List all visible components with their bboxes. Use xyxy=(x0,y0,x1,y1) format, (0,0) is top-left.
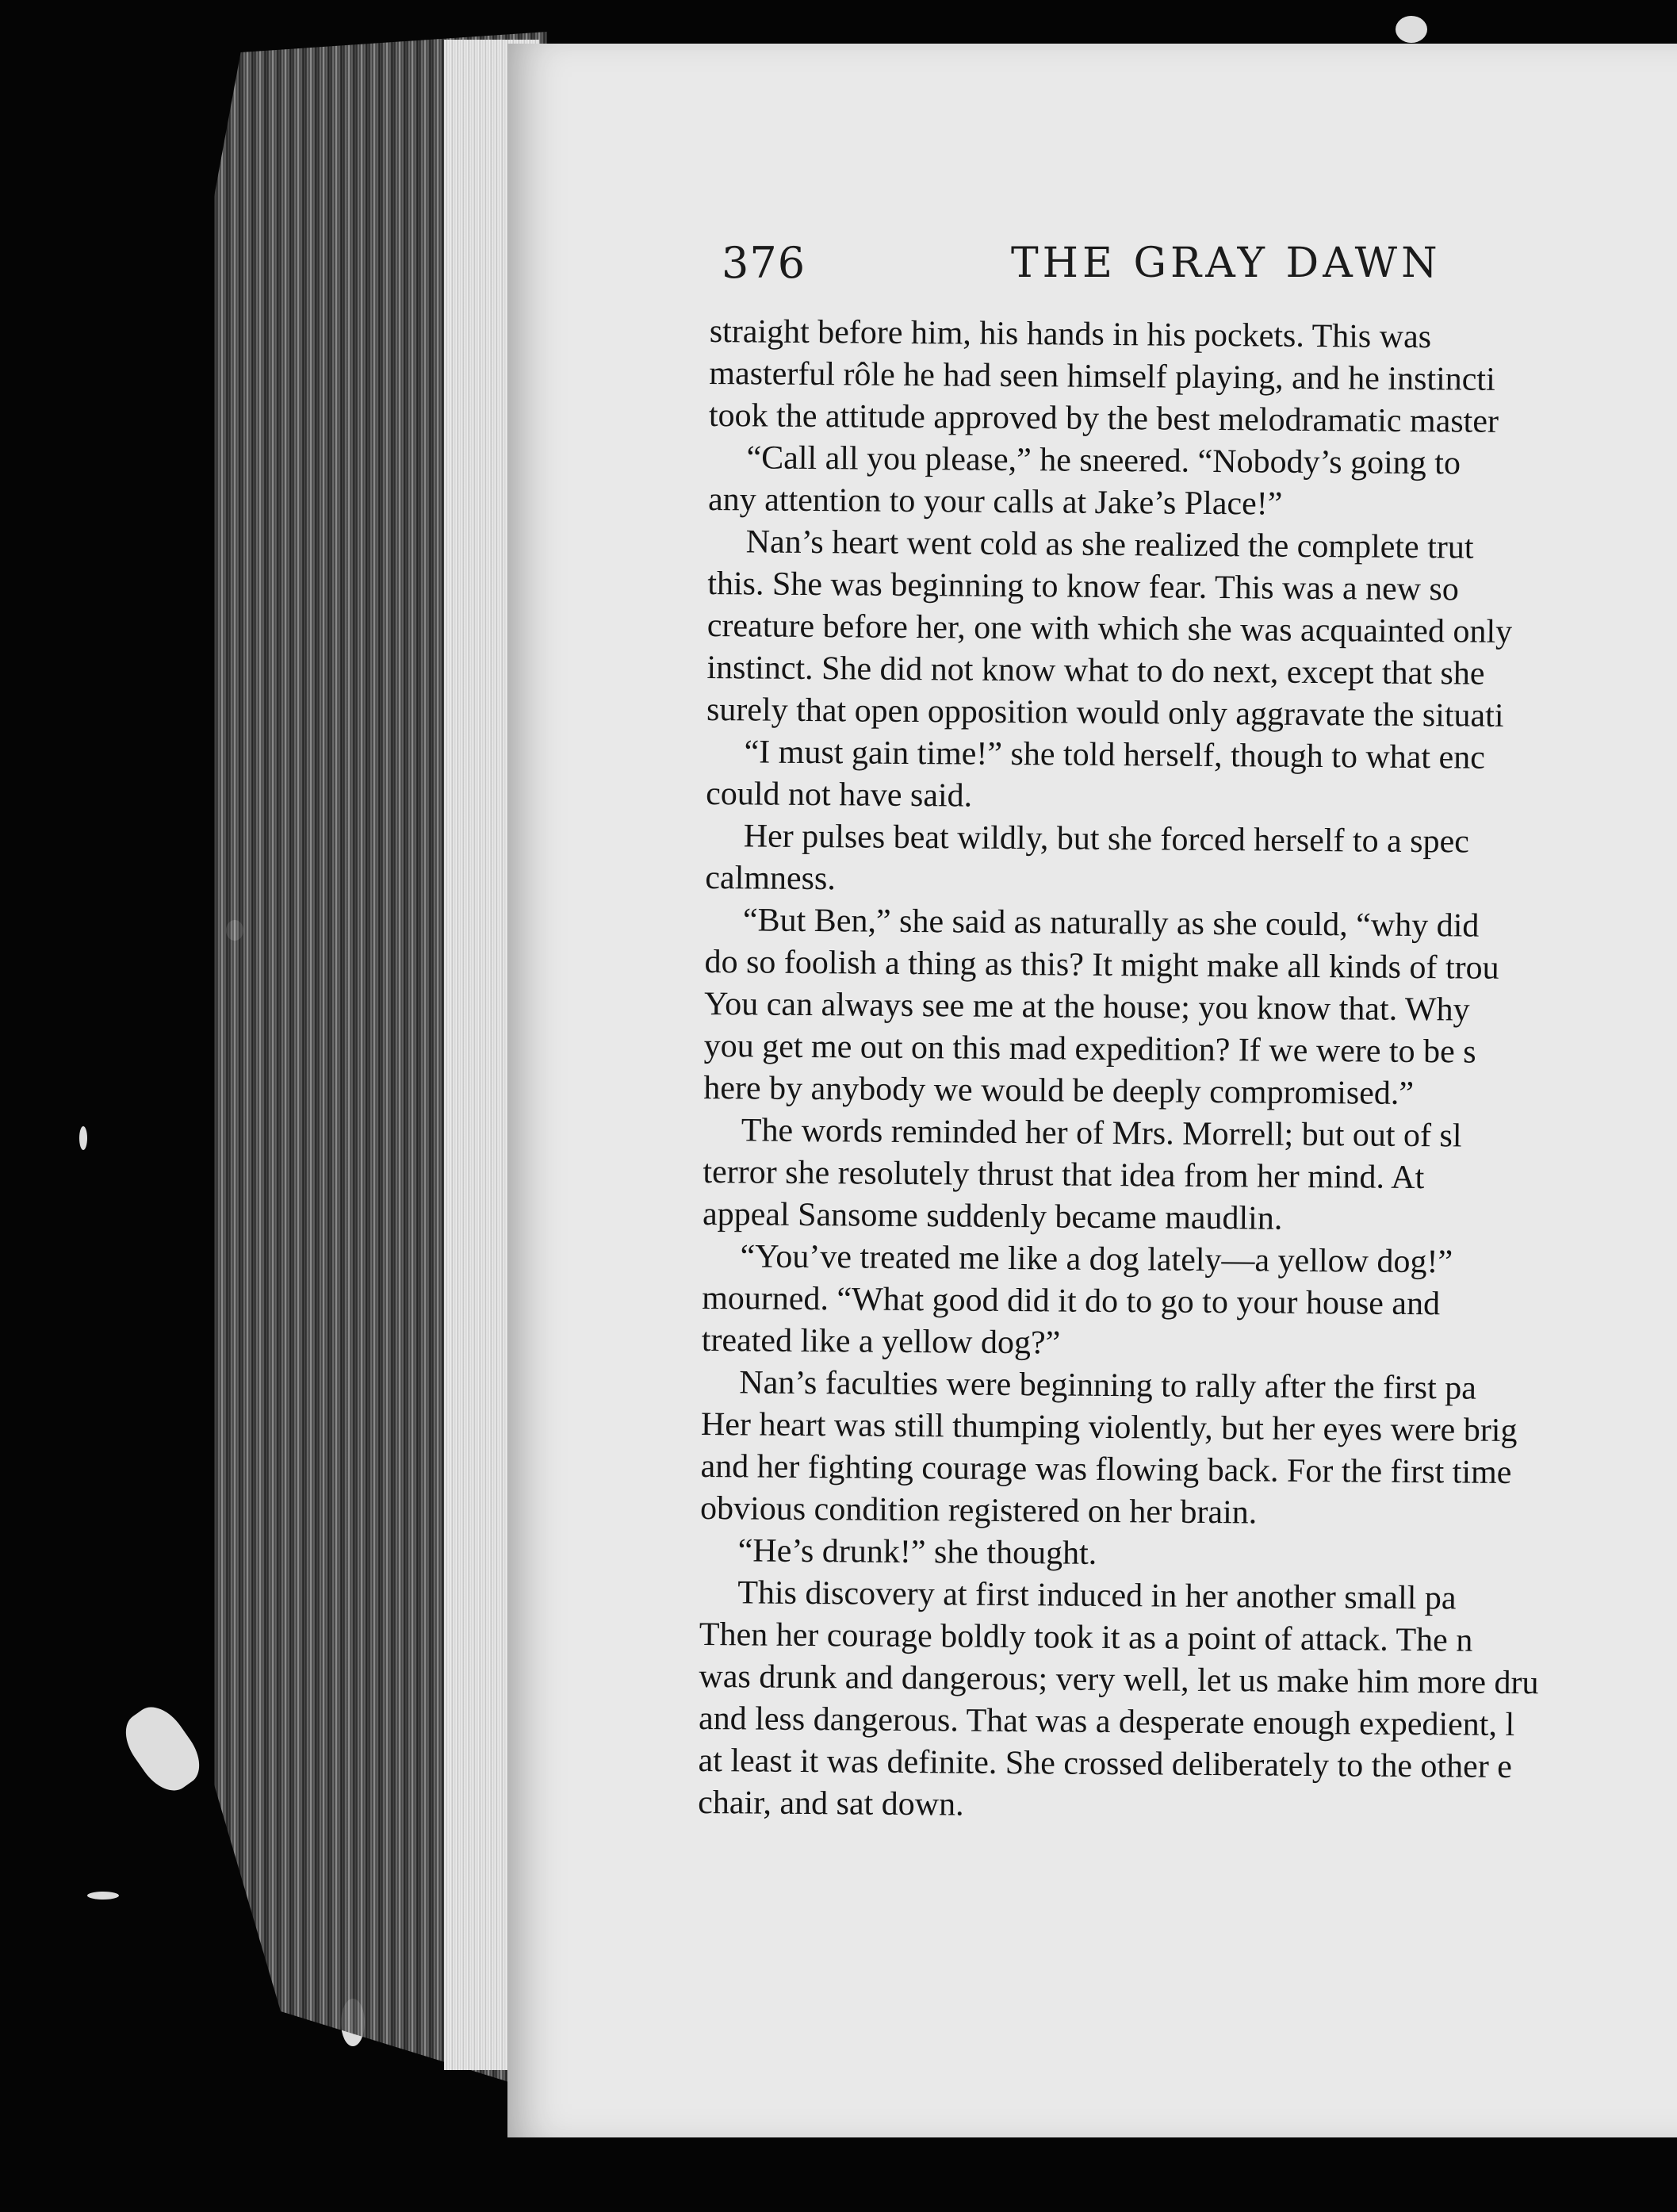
text-line: straight before him, his hands in his pockets. This was xyxy=(709,312,1432,356)
text-line: took the attitude approved by the best melodramatic master xyxy=(708,397,1499,440)
text-line: This discovery at first induced in her another small pa xyxy=(737,1574,1457,1617)
text-line: treated like a yellow dog?” xyxy=(701,1321,1061,1362)
text-line: “I must gain time!” she told herself, though to what enc xyxy=(744,734,1486,776)
dust-speck xyxy=(79,1126,87,1150)
text-line: You can always see me at the house; you know that. Why xyxy=(703,985,1470,1029)
text-line: Nan’s heart went cold as she realized the complete trut xyxy=(745,523,1474,566)
text-line: calmness. xyxy=(705,859,837,898)
text-line: instinct. She did not know what to do next, except that she xyxy=(706,649,1485,692)
text-line: chair, and sat down. xyxy=(698,1784,964,1823)
text-line: terror she resolutely thrust that idea from her mind. At xyxy=(703,1153,1425,1197)
text-line: “Call all you please,” he sneered. “Nobody’s going to xyxy=(746,439,1461,482)
text-line: and less dangerous. That was a desperate enough expedient, l xyxy=(698,1700,1515,1744)
page-body-text xyxy=(698,311,1677,1832)
text-line: Then her courage boldly took it as a point of attack. The n xyxy=(699,1616,1473,1659)
dust-speck xyxy=(1396,16,1427,43)
text-line: “He’s drunk!” she thought. xyxy=(737,1532,1097,1572)
text-line: surely that open opposition would only aggravate the situati xyxy=(706,691,1504,734)
text-line: “But Ben,” she said as naturally as she could, “why did xyxy=(742,902,1480,945)
text-line: and her fighting courage was flowing back. For the first time xyxy=(700,1447,1512,1491)
text-line: was drunk and dangerous; very well, let us make him more dru xyxy=(699,1658,1539,1702)
text-line: Her pulses beat wildly, but she forced herself to a spec xyxy=(743,818,1470,861)
text-line: appeal Sansome suddenly became maudlin. xyxy=(702,1195,1283,1237)
text-line: any attention to your calls at Jake’s Place!” xyxy=(707,481,1283,523)
text-line: this. She was beginning to know fear. This was a new so xyxy=(707,565,1460,608)
running-title: THE GRAY DAWN xyxy=(1011,240,1442,287)
text-line: Nan’s faculties were beginning to rally after the first pa xyxy=(739,1364,1477,1407)
page-number: 376 xyxy=(722,238,806,288)
dust-speck xyxy=(115,1697,210,1800)
page-header xyxy=(722,238,1677,301)
text-line: could not have said. xyxy=(706,775,973,815)
text-line: mourned. “What good did it do to go to your house and xyxy=(702,1279,1441,1323)
text-line: masterful rôle he had seen himself playing, and he instincti xyxy=(709,355,1495,398)
text-line: creature before her, one with which she was acquainted only xyxy=(706,607,1513,650)
text-line: “You’ve treated me like a dog lately—a yellow dog!” xyxy=(740,1238,1453,1281)
text-line: Her heart was still thumping violently, but her eyes were brig xyxy=(700,1405,1518,1450)
text-line: you get me out on this mad expedition? If we were to be s xyxy=(703,1027,1476,1071)
text-line: here by anybody we would be deeply compromised.” xyxy=(703,1069,1415,1113)
text-line: at least it was definite. She crossed deliberately to the other e xyxy=(698,1742,1513,1786)
text-line: The words reminded her of Mrs. Morrell; but out of sl xyxy=(741,1112,1462,1155)
text-line: obvious condition registered on her brain. xyxy=(699,1489,1258,1532)
text-line: do so foolish a thing as this? It might make all kinds of trou xyxy=(704,943,1499,987)
dust-speck xyxy=(87,1892,119,1900)
